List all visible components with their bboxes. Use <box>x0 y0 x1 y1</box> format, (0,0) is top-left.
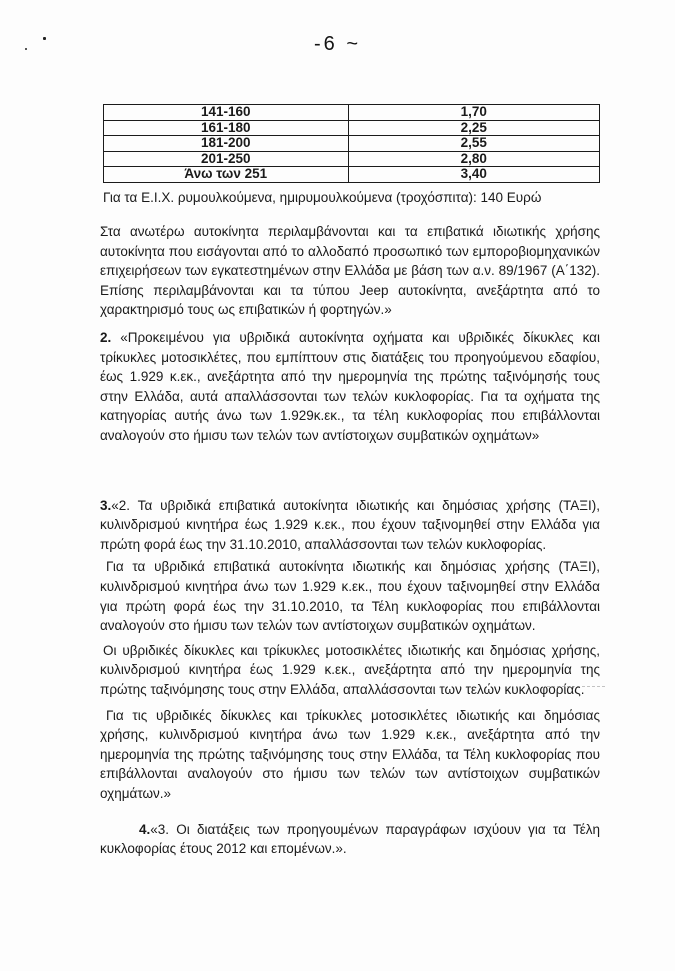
paragraph-hybrid-taxi-over-1929 <box>100 557 600 635</box>
table-row <box>104 167 600 183</box>
paragraph-2-hybrid-vehicles <box>100 328 600 446</box>
paragraph-number: 2. <box>100 330 112 346</box>
table-cell-range: 201-250 <box>104 151 349 167</box>
table-row <box>104 151 600 167</box>
page-number: -6 ~ <box>313 33 362 55</box>
table-cell-range: 161-180 <box>104 120 349 136</box>
paragraph-text: «Προκειμένου για υβριδικά αυτοκίνητα οχήματα και υβριδικές δίκυκλες και τρίκυκλες μοτοσικλέτες, που εμπίπτουν στις διατάξεις του προηγούμενου εδαφίου, έως 1.929 κ.εκ., ανεξάρτητα από την ημερομηνία της πρώτης ταξινόμησής τους στην Ελλάδα, αυτά απαλλάσσονται των τελών κυκλοφορίας. Για τα οχήματα της κατηγορίας αυτής άνω των 1.929κ.εκ., τα τέλη κυκλοφορίας που επιβάλλονται αναλογούν στο ήμισυ των τελών των αντίστοιχων συμβατικών οχημάτων» <box>100 330 600 444</box>
table-cell-value: 2,25 <box>348 120 599 136</box>
table-cell-value: 2,55 <box>348 136 599 152</box>
paragraph-hybrid-motorcycles-exemption <box>100 641 600 700</box>
paragraph-text: Για τα υβριδικά επιβατικά αυτοκίνητα ιδιωτικής και δημόσιας χρήσης (ΤΑΞΙ), κυλινδρισμού κινητήρα άνω των 1.929 κ.εκ., που έχουν ταξινομηθεί στην Ελλάδα για πρώτη φορά έως την 31.10.2010, τα Τέλη κυκλοφορίας που επιβάλλονται αναλογούν στο ήμισυ των τελών των αντίστοιχων συμβατικών οχημάτων. <box>100 559 600 634</box>
paragraph-text: «2. Τα υβριδικά επιβατικά αυτοκίνητα ιδιωτικής και δημόσιας χρήσης (ΤΑΞΙ), κυλινδρισμού κινητήρα έως 1.929 κ.εκ., που έχουν ταξινομηθεί στην Ελλάδα για πρώτη φορά έως την 31.10.2010, απαλλάσσονται των τελών κυκλοφορίας. <box>100 497 600 552</box>
paragraph-text: «3. Οι διατάξεις των προηγουμένων παραγράφων ισχύουν για τα Τέλη κυκλοφορίας έτους 2012 και επομένων.». <box>100 821 600 857</box>
paragraph-3-hybrid-taxi-exemption <box>100 496 600 555</box>
paragraph-text: Στα ανωτέρω αυτοκίνητα περιλαμβάνονται και τα επιβατικά ιδιωτικής χρήσης αυτοκίνητα που εισάγονται από το αλλοδαπό προσωπικό των εμποροβιομηχανικών επιχειρήσεων των εγκατεστημένων στην Ελλάδα με βάση των α.ν. 89/1967 (Α΄132). Επίσης περιλαμβάνονται και τα τύπου Jeep αυτοκίνητα, ανεξάρτητα από το χαρακτηρισμό τους ως επιβατικών ή φορτηγών.» <box>100 224 600 318</box>
table-cell-range: 181-200 <box>104 136 349 152</box>
table-cell-value: 1,70 <box>348 105 599 121</box>
paragraph-number: 4. <box>139 821 151 837</box>
tax-rate-table <box>103 104 600 183</box>
table-cell-range: Άνω των 251 <box>104 167 349 183</box>
table-caption-trailers: Για τα Ε.Ι.Χ. ρυμουλκούμενα, ημιρυμουλκούμενα (τροχόσπιτα): 140 Ευρώ <box>103 189 542 205</box>
document-body <box>100 104 600 859</box>
paragraph-included-vehicles <box>100 222 600 320</box>
paragraph-hybrid-motorcycles-over-1929 <box>100 706 600 804</box>
table-row <box>104 136 600 152</box>
table-cell-value: 3,40 <box>348 167 599 183</box>
paragraph-4-effective-year <box>100 820 600 859</box>
table-cell-range: 141-160 <box>104 105 349 121</box>
table-row <box>104 105 600 121</box>
paragraph-number: 3. <box>100 497 112 513</box>
table-row <box>104 120 600 136</box>
paragraph-text: Οι υβριδικές δίκυκλες και τρίκυκλες μοτοσικλέτες ιδιωτικής και δημόσιας χρήσης, κυλινδρισμού κινητήρα έως 1.929 κ.εκ., ανεξάρτητα από την ημερομηνία της πρώτης ταξινόμησης τους στην Ελλάδα, απαλλάσσονται των τελών κυκλοφορίας. <box>100 642 600 697</box>
table-cell-value: 2,80 <box>348 151 599 167</box>
paragraph-text: Για τις υβριδικές δίκυκλες και τρίκυκλες μοτοσικλέτες ιδιωτικής και δημόσιας χρήσης, κυλινδρισμού κινητήρα άνω των 1.929 κ.εκ., ανεξάρτητα από την ημερομηνία της πρώτης ταξινόμησης τους στην Ελλάδα, τα Τέλη κυκλοφορίας που επιβάλλονται αναλογούν στο ήμισυ των τελών των αντίστοιχων συμβατικών οχημάτων.» <box>100 707 600 801</box>
